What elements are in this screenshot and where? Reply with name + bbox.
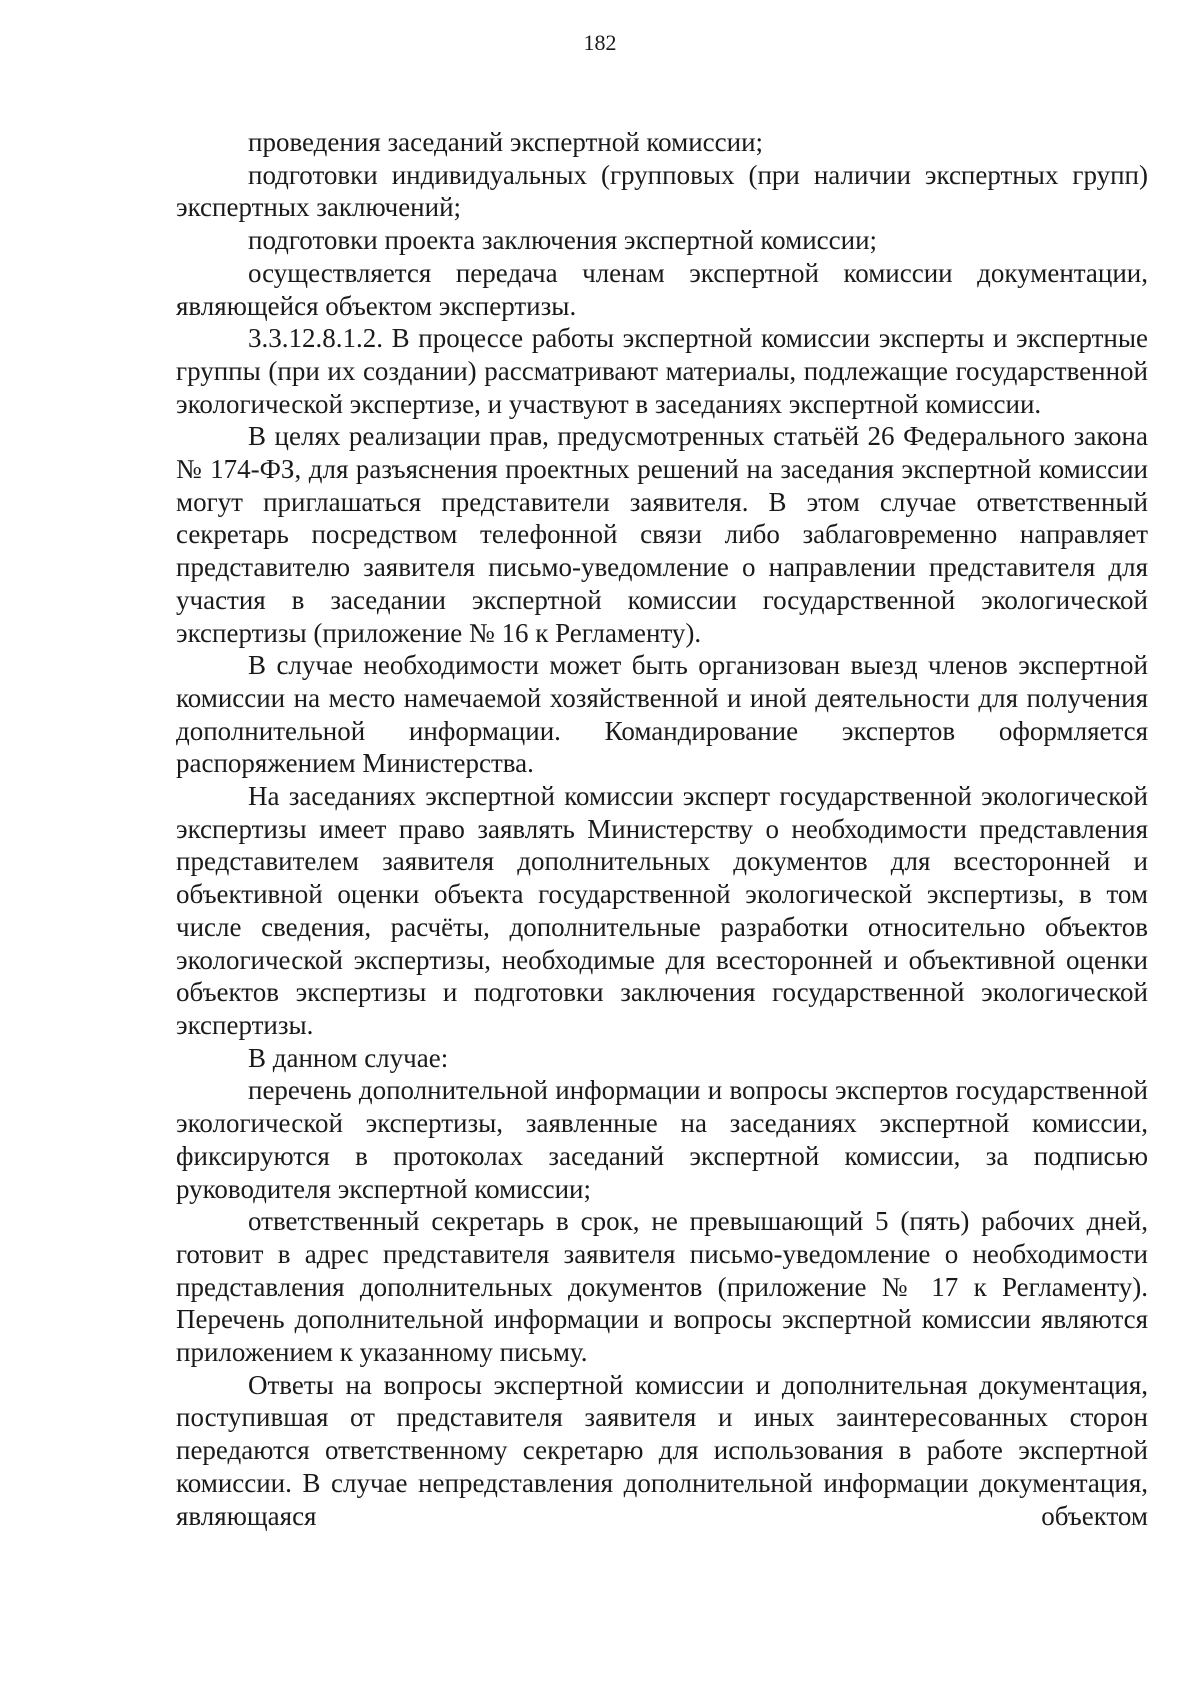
paragraph-section-3-3-12-8-1-2: 3.3.12.8.1.2. В процессе работы экспертной комиссии эксперты и экспертные группы (при их создании) рассматривают материалы, подлежащие государственной экологической экспертизе, и участвуют в заседаниях экспертной комиссии. — [176, 323, 1148, 419]
paragraph-notification-letter: ответственный секретарь в срок, не превышающий 5 (пять) рабочих дней, готовит в адрес представителя заявителя письмо-уведомление о необходимости представления дополнительных документов (приложение № 17 к Регламенту). Перечень дополнительной информации и вопросы экспертной комиссии являются приложением к указанному письму. — [176, 1206, 1148, 1368]
paragraph-documentation-transfer: осуществляется передача членам экспертной комиссии документации, являющейся объектом экспертизы. — [176, 257, 1148, 321]
paragraph-additional-info-list: перечень дополнительной информации и вопросы экспертов государственной экологической экспертизы, заявленные на заседаниях экспертной комиссии, фиксируются в протоколах заседаний экспертной комиссии, за подписью руководителя экспертной комиссии; — [176, 1075, 1148, 1204]
paragraph-applicant-representatives: В целях реализации прав, предусмотренных статьёй 26 Федерального закона № 174-ФЗ, для разъяснения проектных решений на заседания экспертной комиссии могут приглашаться представители заявителя. В этом случае ответственный секретарь посредством телефонной связи либо заблаговременно направляет представителю заявителя письмо-уведомление о направлении представителя для участия в заседании экспертной комиссии государственной экологической экспертизы (приложение № 16 к Регламенту). — [176, 421, 1148, 648]
paragraph-individual-conclusions: подготовки индивидуальных (групповых (при наличии экспертных групп) экспертных заключений; — [176, 159, 1148, 223]
paragraph-in-this-case: В данном случае: — [248, 1042, 449, 1073]
document-body — [176, 126, 1148, 1532]
page-number: 182 — [583, 30, 617, 55]
paragraph-meetings: проведения заседаний экспертной комиссии; — [248, 127, 764, 157]
paragraph-expert-rights: На заседаниях экспертной комиссии эксперт государственной экологической экспертизы имеет право заявлять Министерству о необходимости представления представителем заявителя дополнительных документов для всесторонней и объективной оценки объекта государственной экологической экспертизы, в том числе сведения, расчёты, дополнительные разработки относительно объектов экологической экспертизы, необходимые для всесторонней и объективной оценки объектов экспертизы и подготовки заключения государственной экологической экспертизы. — [176, 781, 1148, 1040]
paragraph-site-visit: В случае необходимости может быть организован выезд членов экспертной комиссии на место намечаемой хозяйственной и иной деятельности для получения дополнительной информации. Командирование экспертов оформляется распоряжением Министерства. — [176, 650, 1148, 779]
paragraph-answers: Ответы на вопросы экспертной комиссии и дополнительная документация, поступившая от представителя заявителя и иных заинтересованных сторон передаются ответственному секретарю для использования в работе экспертной комиссии. В случае непредставления дополнительной информации документация, являющаяся объектом — [176, 1369, 1148, 1531]
paragraph-draft-conclusion: подготовки проекта заключения экспертной комиссии; — [248, 225, 878, 256]
